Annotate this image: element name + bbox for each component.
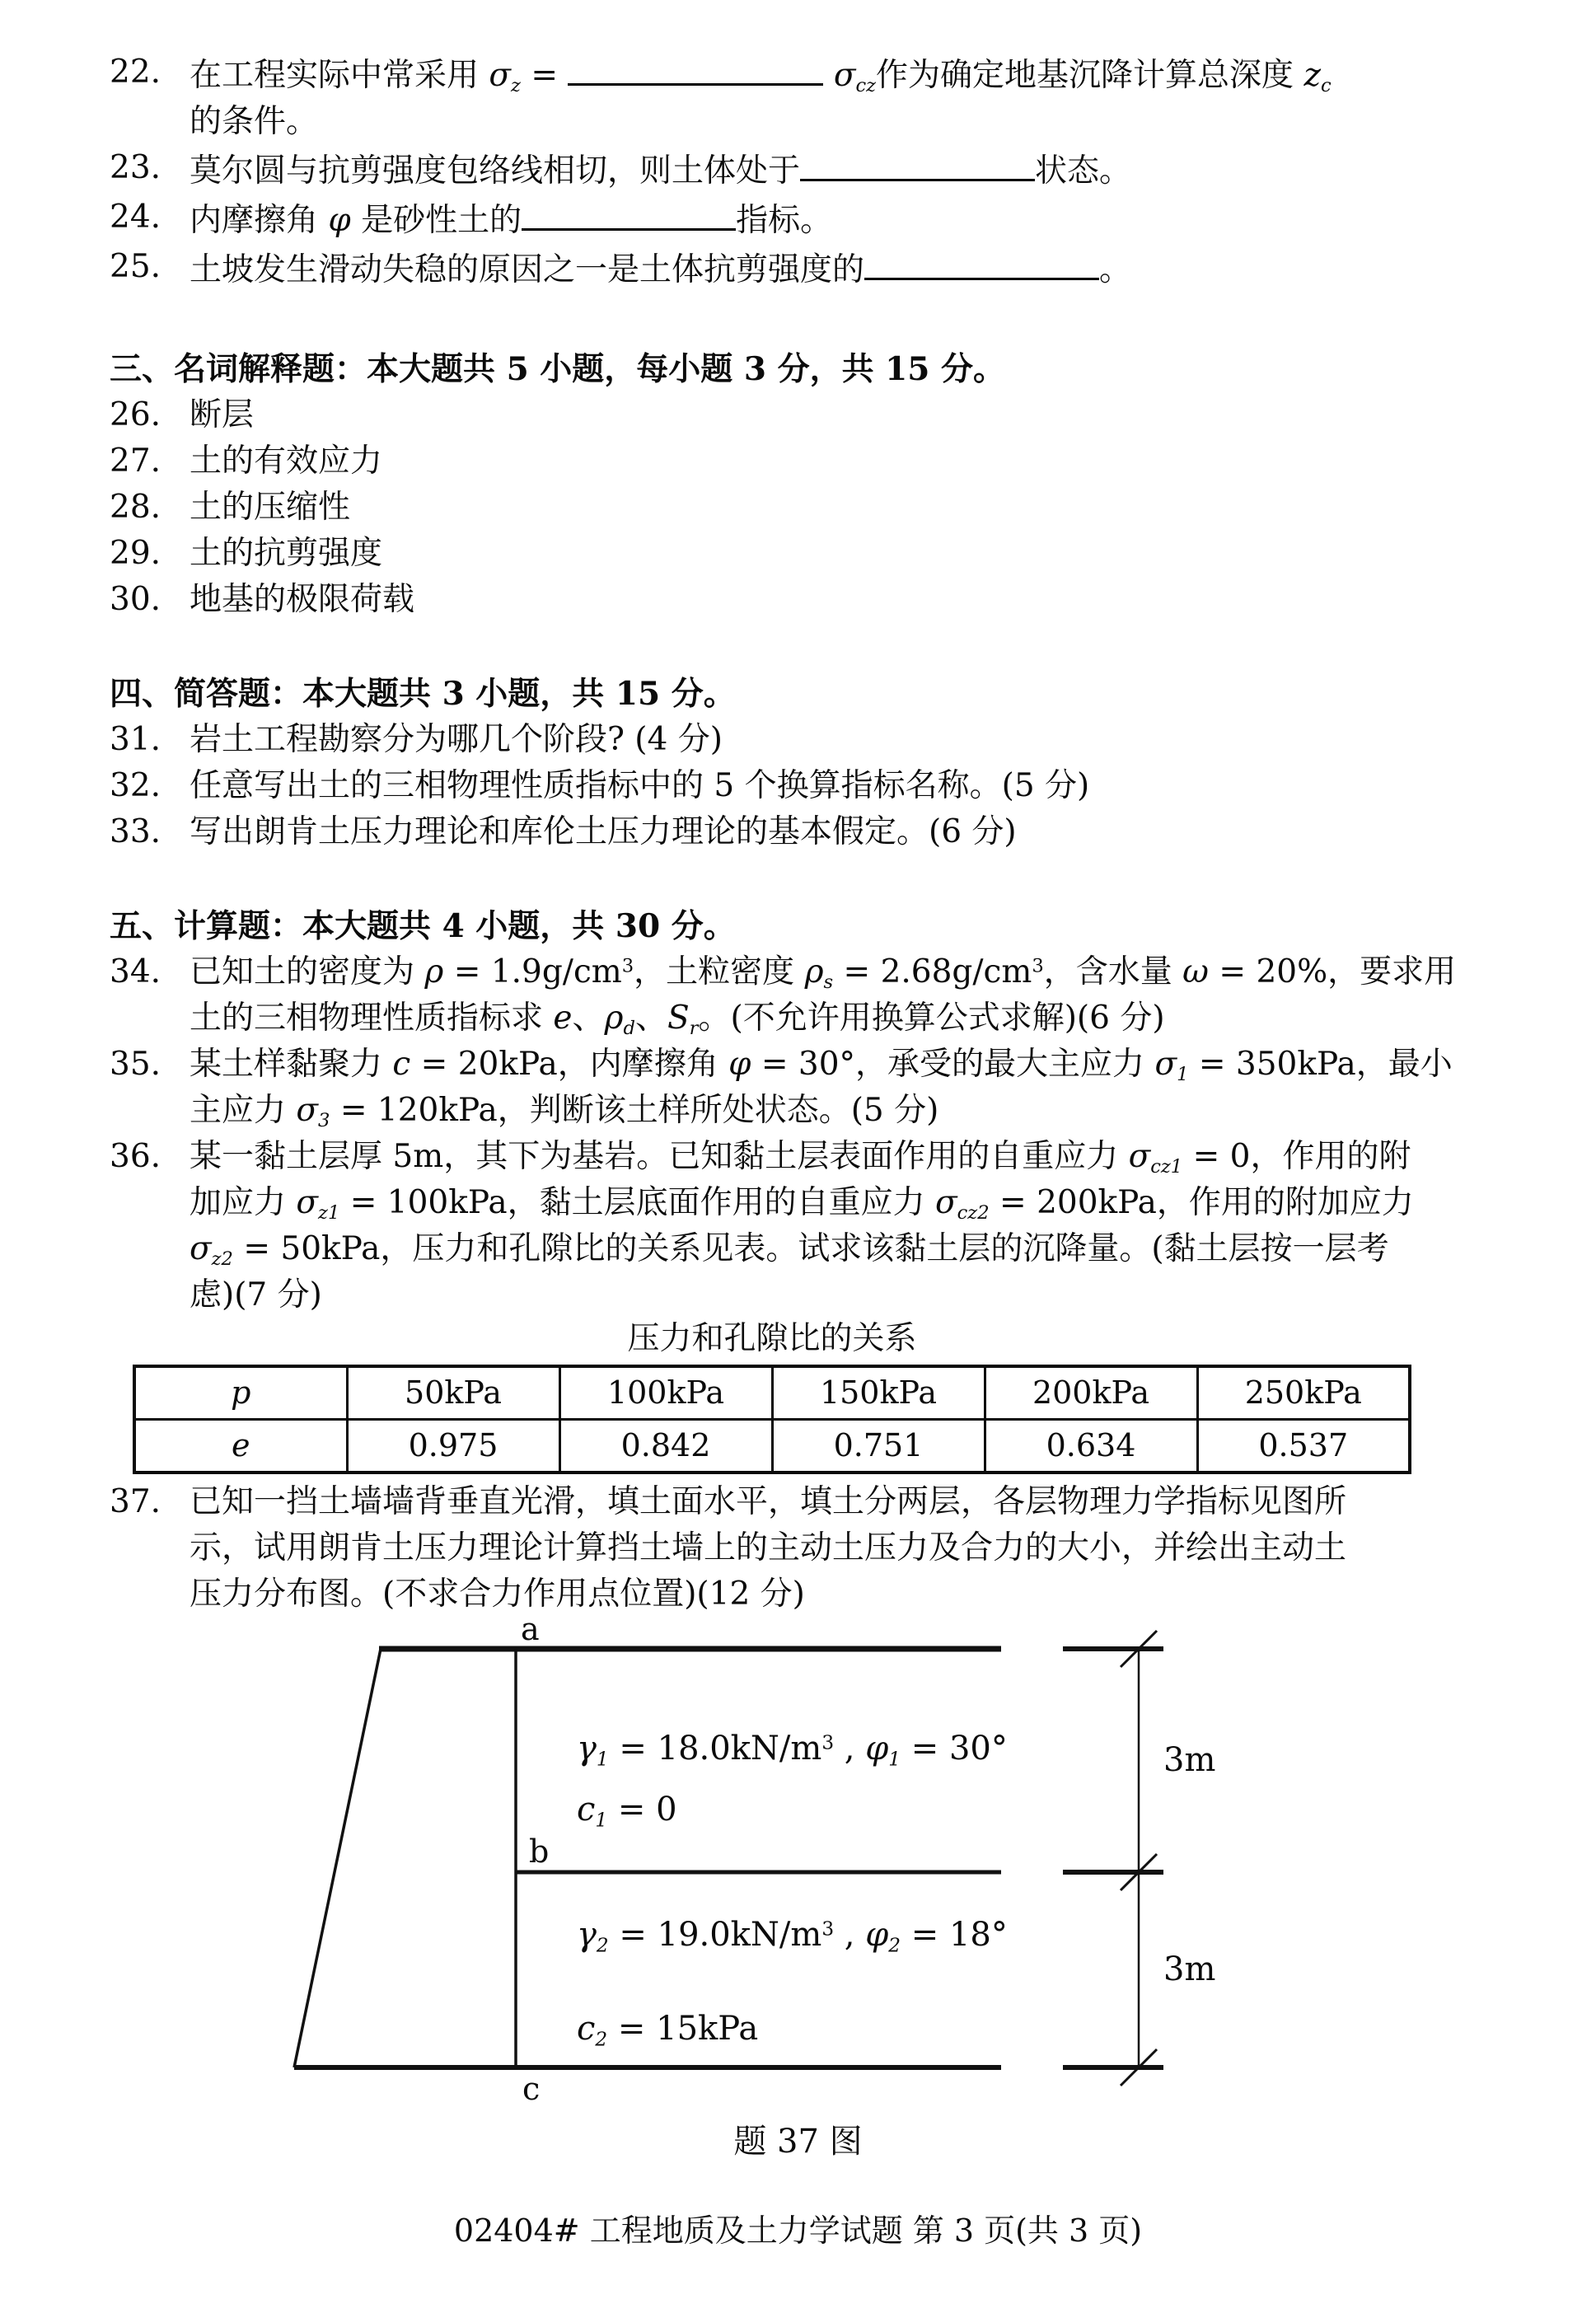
- table-row-pressure: [134, 1366, 1410, 1420]
- table-cell: 50kPa: [347, 1366, 559, 1420]
- question-33-text: 写出朗肯土压力理论和库伦土压力理论的基本假定。(6 分): [190, 812, 1017, 850]
- point-label-b: b: [529, 1833, 550, 1870]
- table-cell: 200kPa: [985, 1366, 1197, 1420]
- question-23: [110, 145, 1502, 194]
- page-footer: 02404# 工程地质及土力学试题 第 3 页(共 3 页): [453, 2212, 1143, 2249]
- question-32-number: 32.: [110, 766, 161, 804]
- question-34: [110, 949, 1502, 1042]
- table-cell-p: p: [134, 1366, 347, 1420]
- table-cell: 0.537: [1197, 1419, 1410, 1473]
- question-24: [110, 194, 1502, 244]
- question-33-number: 33.: [110, 812, 161, 850]
- question-35: [110, 1042, 1502, 1134]
- question-22-line-1: 在工程实际中常采用 $\sigma_z = \sigma_{cz}$作为确定地基沉降计算总深度 $z_c$: [190, 49, 1502, 99]
- question-29-number: 29.: [110, 534, 161, 572]
- question-35-line-1: 某土样黏聚力 c = 20kPa，内摩擦角 φ = 30°，承受的最大主应力 $\sigma_1 = 350kPa$，最小: [190, 1045, 1453, 1085]
- page-content: [110, 0, 1502, 2252]
- section-gap: [110, 293, 1502, 346]
- question-31: [110, 717, 1502, 763]
- dimension-tick-lines: [1063, 1649, 1163, 2067]
- question-36-line-2: 加应力 $\sigma_{z1} = 100kPa$，黏土层底面作用的自重应力 $\sigma_{cz2} = 200kPa$，作用的附加应力: [190, 1183, 1414, 1224]
- dimension-label-bottom: 3m: [1163, 1950, 1216, 1988]
- layer1-properties-line-1: $\gamma_1 = 18.0kN/m^3$ , $\varphi_1 = 30^\circ$: [577, 1729, 1008, 1771]
- question-35-number: 35.: [110, 1045, 161, 1083]
- question-32-text: 任意写出土的三相物理性质指标中的 5 个换算指标名称。(5 分): [190, 766, 1090, 804]
- table-cell: 0.751: [772, 1419, 985, 1473]
- section-gap: [110, 855, 1502, 903]
- section-gap: [110, 623, 1502, 671]
- question-27-number: 27.: [110, 442, 161, 480]
- question-28: [110, 485, 1502, 531]
- question-29: [110, 531, 1502, 577]
- question-37-number: 37.: [110, 1482, 161, 1520]
- table-cell: 150kPa: [772, 1366, 985, 1420]
- table-cell: 100kPa: [559, 1366, 772, 1420]
- question-26-number: 26.: [110, 396, 161, 433]
- question-26-text: 断层: [190, 396, 255, 433]
- question-28-number: 28.: [110, 488, 161, 526]
- question-35-line-2: 主应力 $\sigma_3 = 120kPa$，判断该土样所处状态。(5 分): [190, 1091, 939, 1131]
- wall-front-slope-line: [294, 1649, 381, 2067]
- question-37-line-2: 示，试用朗肯土压力理论计算挡土墙上的主动土压力及合力的大小，并绘出主动土: [190, 1529, 1347, 1566]
- question-32: [110, 763, 1502, 809]
- table-title: 压力和孔隙比的关系: [627, 1319, 917, 1357]
- question-25-number: 25.: [110, 247, 161, 285]
- question-30-text: 地基的极限荷载: [190, 580, 415, 618]
- table-cell: 250kPa: [1197, 1366, 1410, 1420]
- question-37: [110, 1479, 1502, 1618]
- question-34-number: 34.: [110, 953, 161, 990]
- question-31-number: 31.: [110, 720, 161, 758]
- question-27: [110, 438, 1502, 485]
- question-26: [110, 392, 1502, 438]
- table-cell: 0.842: [559, 1419, 772, 1473]
- question-23-line-1: 莫尔圆与抗剪强度包络线相切，则土体处于 状态。: [190, 145, 1502, 194]
- section-4-heading: 四、简答题：本大题共 3 小题，共 15 分。: [110, 674, 736, 713]
- question-31-text: 岩土工程勘察分为哪几个阶段? (4 分): [190, 720, 723, 758]
- question-25-line-1: 土坡发生滑动失稳的原因之一是土体抗剪强度的 。: [190, 244, 1502, 293]
- question-22-number: 22.: [110, 54, 161, 91]
- question-36-line-4: 虑)(7 分): [190, 1276, 322, 1313]
- question-36-line-1: 某一黏土层厚 5m，其下为基岩。已知黏土层表面作用的自重应力 $\sigma_{cz1} = 0$，作用的附: [190, 1137, 1411, 1178]
- question-37-line-1: 已知一挡土墙墙背垂直光滑，填土面水平，填土分两层，各层物理力学指标见图所: [190, 1482, 1347, 1520]
- point-label-c: c: [522, 2070, 541, 2107]
- pressure-void-ratio-table: [133, 1365, 1411, 1474]
- question-22: [110, 49, 1502, 145]
- table-row-void-ratio: [134, 1419, 1410, 1473]
- question-34-line-1: 已知土的密度为 $\rho = 1.9g/cm^3$，土粒密度 $\rho_s = 2.68g/cm^3$，含水量 ω = 20%，要求用: [190, 953, 1457, 993]
- question-33: [110, 809, 1502, 855]
- question-23-number: 23.: [110, 148, 161, 186]
- layer2-properties-line-1: $\gamma_2 = 19.0kN/m^3$ , $\varphi_2 = 18^\circ$: [577, 1915, 1008, 1957]
- question-30: [110, 577, 1502, 623]
- point-label-a: a: [521, 1610, 540, 1647]
- question-28-text: 土的压缩性: [190, 488, 351, 526]
- question-27-text: 土的有效应力: [190, 442, 383, 480]
- table-cell: 0.975: [347, 1419, 559, 1473]
- question-36-number: 36.: [110, 1137, 161, 1175]
- dimension-label-top: 3m: [1163, 1740, 1216, 1779]
- question-37-line-3: 压力分布图。(不求合力作用点位置)(12 分): [190, 1575, 805, 1613]
- table-cell-e: e: [134, 1419, 347, 1473]
- question-29-text: 土的抗剪强度: [190, 534, 383, 572]
- layer2-properties-line-2: $c_2 = 15kPa$: [577, 2009, 759, 2051]
- question-36-line-3: $\sigma_{z2} = 50kPa$，压力和孔隙比的关系见表。试求该黏土层的沉降量。(黏土层按一层考: [190, 1229, 1389, 1270]
- table-cell: 0.634: [985, 1419, 1197, 1473]
- section-5-heading: 五、计算题：本大题共 4 小题，共 30 分。: [110, 906, 736, 945]
- question-34-line-2: 土的三相物理性质指标求 e、$\rho_d$、$S_r$。(不允许用换算公式求解)(6 分): [190, 999, 1165, 1039]
- figure-37: [0, 1610, 1596, 2119]
- figure-caption: 题 37 图: [733, 2122, 863, 2161]
- question-24-line-1: 内摩擦角 φ 是砂性土的 指标。: [190, 194, 1502, 244]
- question-25: [110, 244, 1502, 293]
- layer1-properties-line-2: $c_1 = 0$: [577, 1790, 677, 1832]
- retaining-wall-diagram: [0, 1624, 1596, 2119]
- section-3-heading: 三、名词解释题：本大题共 5 小题，每小题 3 分，共 15 分。: [110, 349, 1006, 388]
- question-30-number: 30.: [110, 580, 161, 618]
- question-36: [110, 1134, 1502, 1318]
- question-22-line-2: 的条件。: [190, 102, 319, 140]
- question-24-number: 24.: [110, 198, 161, 236]
